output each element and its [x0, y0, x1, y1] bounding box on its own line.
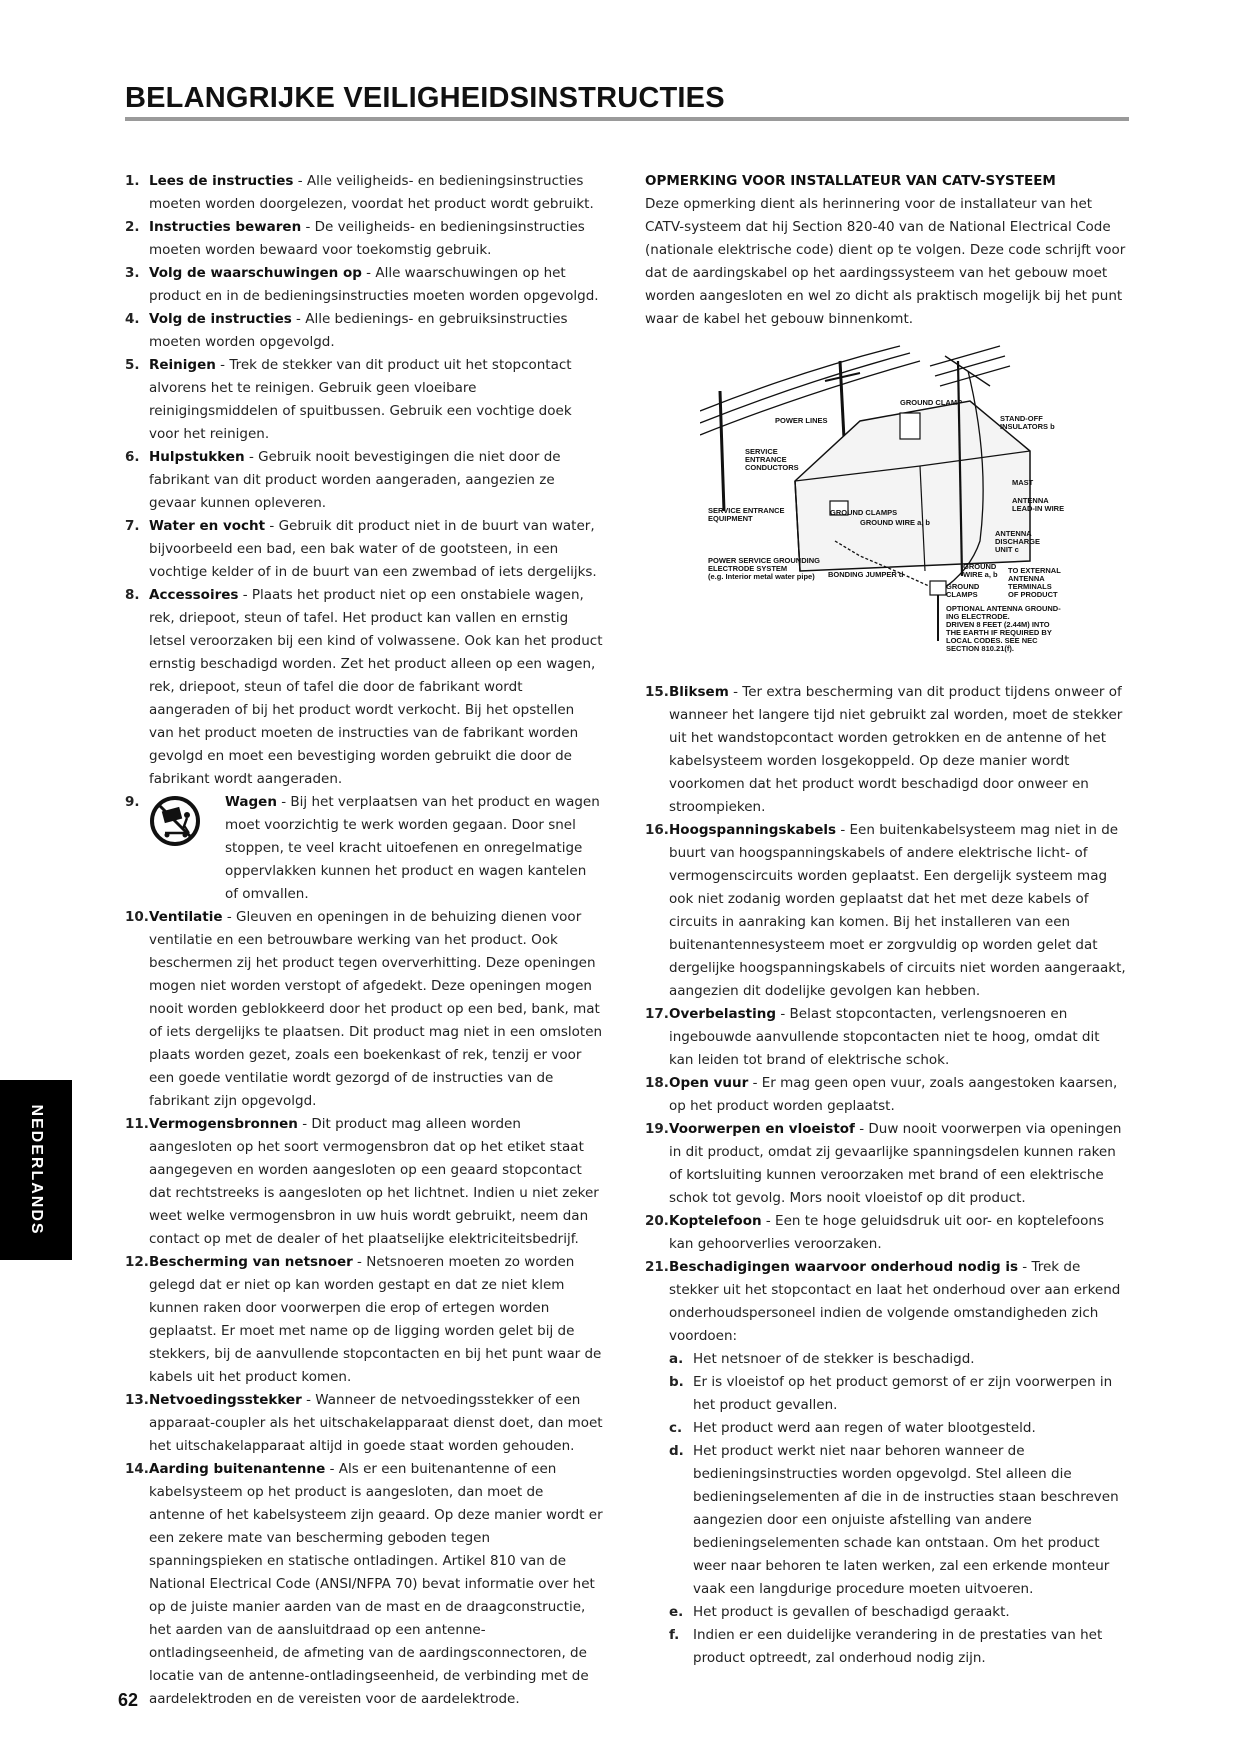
diagram-label: TO EXTERNAL — [1008, 566, 1061, 575]
item-number: 3. — [125, 265, 140, 281]
cart-warning-icon — [149, 791, 225, 855]
item-heading: Beschadigingen waarvoor onderhoud nodig is — [669, 1259, 1019, 1275]
instruction-item — [125, 216, 603, 262]
title-rule — [125, 117, 1129, 121]
sub-item-letter: e. — [669, 1604, 684, 1620]
sub-item-text: Het netsnoer of de stekker is beschadigd. — [693, 1351, 975, 1367]
sub-item-letter: b. — [669, 1374, 684, 1390]
item-heading: Water en vocht — [149, 518, 266, 534]
item-text — [149, 354, 603, 446]
antenna-grounding-diagram — [700, 341, 1100, 671]
item-heading: Reinigen — [149, 357, 216, 373]
diagram-label: UNIT c — [995, 545, 1019, 554]
diagram-label: MAST — [1012, 478, 1034, 487]
diagram-label: GROUND CLAMP — [900, 398, 963, 407]
page-number: 62 — [118, 1690, 139, 1710]
diagram-label: ANTENNA — [1008, 574, 1045, 583]
item-number: 2. — [125, 219, 140, 235]
item-body: - Plaats het product niet op een onstabiele wagen, rek, driepoot, steun of tafel. Het product kan vallen en ernstig letsel veroorzaken bij een kind of volwassene. Ook kan het product ernstig beschadigd worden. Zet het product alleen op een wagen, rek, driepoot, steun of tafel die door de fabrikant wordt aangeraden of bij het product wordt verkocht. Bij het opstellen van het product moeten de instructies van de fabrikant worden gevolgd en moet een bevestiging worden gebruikt die door de fabrikant wordt aangeraden. — [149, 587, 603, 787]
diagram-label: ANTENNA — [1012, 496, 1049, 505]
item-heading: Koptelefoon — [669, 1213, 762, 1229]
item-heading: Volg de waarschuwingen op — [149, 265, 362, 281]
item-text — [669, 1003, 1127, 1072]
sub-item-letter: d. — [669, 1443, 684, 1459]
diagram-label: OF PRODUCT — [1008, 590, 1058, 599]
diagram-label: STAND-OFF — [1000, 414, 1043, 423]
item-heading: Hulpstukken — [149, 449, 245, 465]
instruction-item — [125, 906, 603, 1113]
diagram-label: LEAD-IN WIRE — [1012, 504, 1065, 513]
item-body: - Gebruik nooit bevestigingen die niet door de fabrikant van dit product worden aangeraden, aangezien ze gevaar kunnen opleveren. — [149, 449, 561, 511]
item-body: - Netsnoeren moeten zo worden gelegd dat er niet op kan worden gestapt en dat ze niet klem kunnen raken door voorwerpen die erop of ertegen worden geplaatst. Er moet met name op de ligging worden gelet bij de stekkers, bij de aanvullende stopcontacten en bij het punt waar de kabels uit het product komen. — [149, 1254, 602, 1385]
item-heading: Hoogspanningskabels — [669, 822, 837, 838]
item-text — [149, 446, 603, 515]
instruction-item — [645, 1256, 1127, 1348]
item-text — [149, 170, 603, 216]
item-text — [149, 1389, 603, 1458]
item-heading: Bliksem — [669, 684, 729, 700]
item-text — [669, 681, 1127, 819]
item-body: - Wanneer de netvoedingsstekker of een apparaat-coupler als het uitschakelapparaat dienst doet, dan moet het uitschakelapparaat altijd in goede staat worden gehouden. — [149, 1392, 603, 1454]
diagram-label: (e.g. Interior metal water pipe) — [708, 572, 815, 581]
item-heading: Lees de instructies — [149, 173, 294, 189]
item-body: - Trek de stekker van dit product uit het stopcontact alvorens het te reinigen. Gebruik geen vloeibare reinigingsmiddelen of spuitbussen. Gebruik een vochtige doek voor het reinigen. — [149, 357, 572, 442]
language-tab — [0, 1080, 72, 1260]
item-text — [225, 791, 603, 906]
item-heading: Bescherming van netsnoer — [149, 1254, 353, 1270]
diagram-label: CONDUCTORS — [745, 463, 799, 472]
item-body: - Gebruik dit product niet in de buurt van water, bijvoorbeeld een bad, een bak water of de gootsteen, in een vochtige kelder of in de buurt van een zwembad of iets dergelijks. — [149, 518, 597, 580]
item-text — [669, 1210, 1127, 1256]
item-number: 17. — [645, 1006, 669, 1022]
sub-item-text: Het product is gevallen of beschadigd geraakt. — [693, 1604, 1010, 1620]
catv-notice-heading: OPMERKING VOOR INSTALLATEUR VAN CATV-SYSTEEM — [645, 173, 1056, 189]
diagram-label: BONDING JUMPER d — [828, 570, 904, 579]
item-text — [149, 584, 603, 791]
instruction-item — [125, 446, 603, 515]
sub-item — [669, 1417, 1127, 1440]
item-body: - Alle waarschuwingen op het product en in de bedieningsinstructies moeten worden opgevolgd. — [149, 265, 599, 304]
svg-text:GROUND CLAMP — [900, 398, 962, 407]
item-number: 21. — [645, 1259, 669, 1275]
item-number: 18. — [645, 1075, 669, 1091]
sub-item-letter: c. — [669, 1420, 683, 1436]
item-body: - Als er een buitenantenne of een kabelsysteem op het product is aangesloten, dan moet de antenne of het kabelsysteem zijn geaard. Op deze manier wordt er een zekere mate van bescherming geboden tegen spanningspieken en statische ontladingen. Artikel 810 van de National Electrical Code (ANSI/NFPA 70) bevat informatie over het op de juiste manier aarden van de mast en de draagconstructie, het aarden van de aansluitdraad op een antenne-ontladingseenheid, de afmeting van de aardingsconnectoren, de locatie van de antenne-ontladingseenheid, de verbinding met de aardelektroden en de vereisten voor de aardelektrode. — [149, 1461, 603, 1707]
item-body: - Alle veiligheids- en bedieningsinstructies moeten worden doorgelezen, voordat het product wordt gebruikt. — [149, 173, 594, 212]
sub-item — [669, 1440, 1127, 1601]
item-body: - Een buitenkabelsysteem mag niet in de buurt van hoogspanningskabels of andere elektrische licht- of vermogenscircuits worden geplaatst. Een dergelijk systeem mag ook niet zodanig worden geplaatst dat het met deze kabels of circuits in aanraking kan komen. Bij het installeren van een buitenantennesysteem moet er zorgvuldig op worden gelet dat dergelijke hoogspanningskabels of circuits niet worden aangeraakt, aangezien dit dodelijke gevolgen kan hebben. — [669, 822, 1126, 999]
item-text — [149, 308, 603, 354]
sub-item-text: Indien er een duidelijke verandering in de prestaties van het product optreedt, zal onderhoud nodig zijn. — [693, 1627, 1103, 1666]
item-text — [149, 216, 603, 262]
item-body: - Dit product mag alleen worden aangesloten op het soort vermogensbron dat op het etiket staat aangegeven en worden aangesloten op een geaard stopcontact dat rechtstreeks is aangesloten op het lichtnet. Indien u niet zeker weet welke vermogensbron in uw huis wordt gebruikt, neem dan contact op met de dealer of het plaatselijke elektriciteitsbedrijf. — [149, 1116, 599, 1247]
sub-item-text: Er is vloeistof op het product gemorst of er zijn voorwerpen in het product gevallen. — [693, 1374, 1113, 1413]
instruction-item — [125, 584, 603, 791]
sub-item-letter: a. — [669, 1351, 684, 1367]
item-number: 5. — [125, 357, 140, 373]
instruction-item — [125, 308, 603, 354]
item-text — [669, 819, 1127, 1003]
sub-item-letter: f. — [669, 1627, 680, 1643]
instruction-item — [645, 1210, 1127, 1256]
diagram-label: GROUND — [963, 562, 997, 571]
item-body: - De veiligheids- en bedieningsinstructies moeten worden bewaard voor toekomstig gebruik. — [149, 219, 585, 258]
instruction-item — [125, 262, 603, 308]
item-body: - Belast stopcontacten, verlengsnoeren en ingebouwde aanvullende stopcontacten niet te hoog, omdat dit kan leiden tot brand of elektrische schok. — [669, 1006, 1100, 1068]
item-number: 8. — [125, 587, 140, 603]
item-text — [669, 1072, 1127, 1118]
instruction-item — [125, 170, 603, 216]
item-number: 11. — [125, 1116, 149, 1132]
item-heading: Netvoedingsstekker — [149, 1392, 302, 1408]
item-body: - Bij het verplaatsen van het product en wagen moet voorzichtig te werk worden gegaan. Door snel stoppen, te veel kracht uitoefenen en onregelmatige oppervlakken kunnen het product en wagen kantelen of omvallen. — [225, 794, 600, 902]
item-heading: Ventilatie — [149, 909, 223, 925]
diagram-label: OPTIONAL ANTENNA GROUND- — [946, 604, 1061, 613]
diagram-label: POWER SERVICE GROUNDING — [708, 556, 820, 565]
diagram-label: DISCHARGE — [995, 537, 1041, 546]
item-heading: Voorwerpen en vloeistof — [669, 1121, 855, 1137]
item-body: - Er mag geen open vuur, zoals aangestoken kaarsen, op het product worden geplaatst. — [669, 1075, 1118, 1114]
item-text — [149, 515, 603, 584]
diagram-label: SERVICE — [745, 447, 778, 456]
instruction-item — [645, 1072, 1127, 1118]
item-heading: Aarding buitenantenne — [149, 1461, 326, 1477]
left-column — [125, 170, 603, 1711]
sub-item — [669, 1348, 1127, 1371]
diagram-label: GROUND CLAMPS — [830, 508, 898, 517]
page-title: BELANGRIJKE VEILIGHEIDSINSTRUCTIES — [125, 82, 725, 114]
instruction-item — [645, 681, 1127, 819]
item-text — [149, 1458, 603, 1711]
instruction-item — [125, 1389, 603, 1458]
language-tab-label: NEDERLANDS — [28, 1104, 45, 1236]
item-number: 19. — [645, 1121, 669, 1137]
diagram-label: SERVICE ENTRANCE — [708, 506, 785, 515]
item-number: 10. — [125, 909, 149, 925]
catv-notice-text: Deze opmerking dient als herinnering voor de installateur van het CATV-systeem dat hij Section 820-40 van de National Electrical Code (nationale elektrische code) dient op te volgen. Deze code schrijft voor dat de aardingskabel op het aardingssysteem van het gebouw moet worden aangesloten en wel zo dicht als praktisch mogelijk bij het punt waar de kabel het gebouw binnenkomt. — [645, 196, 1126, 327]
item-heading: Overbelasting — [669, 1006, 777, 1022]
item-body: - Gleuven en openingen in de behuizing dienen voor ventilatie en een betrouwbare werking van het product. Ook beschermen zij het product tegen oververhitting. Deze openingen mogen niet worden verstopt of afgedekt. Deze openingen mogen nooit worden geblokkeerd door het product op een bed, bank, mat of iets dergelijks te plaatsen. Dit product mag niet in een omsloten plaats worden gezet, zoals een boekenkast of rek, tenzij er voor een goede ventilatie wordt gezorgd of de instructies van de fabrikant zijn opgevolgd. — [149, 909, 603, 1109]
sub-item — [669, 1624, 1127, 1670]
sub-item-text: Het product werd aan regen of water blootgesteld. — [693, 1420, 1036, 1436]
item-number: 9. — [125, 794, 140, 810]
instruction-item — [125, 1113, 603, 1251]
diagram-label: POWER LINES — [775, 416, 828, 425]
instruction-item — [125, 1251, 603, 1389]
item-heading: Instructies bewaren — [149, 219, 302, 235]
item-number: 16. — [645, 822, 669, 838]
item-heading: Vermogensbronnen — [149, 1116, 298, 1132]
item-number: 13. — [125, 1392, 149, 1408]
right-column — [645, 170, 1127, 1670]
item-number: 15. — [645, 684, 669, 700]
item-body: - Een te hoge geluidsdruk uit oor- en koptelefoons kan gehoorverlies veroorzaken. — [669, 1213, 1105, 1252]
item-number: 7. — [125, 518, 140, 534]
item-text — [149, 906, 603, 1113]
item-body: - Duw nooit voorwerpen via openingen in dit product, omdat zij gevaarlijke spanningsdelen kunnen raken of kortsluiting kunnen veroorzaken met brand of een elektrische schok tot gevolg. Mors nooit vloeistof op dit product. — [669, 1121, 1122, 1206]
diagram-label: ANTENNA — [995, 529, 1032, 538]
item-number: 4. — [125, 311, 140, 327]
instruction-item — [645, 819, 1127, 1003]
diagram-label: THE EARTH IF REQUIRED BY — [946, 628, 1052, 637]
item-heading: Volg de instructies — [149, 311, 292, 327]
item-number: 20. — [645, 1213, 669, 1229]
diagram-label: LOCAL CODES. SEE NEC — [946, 636, 1038, 645]
instruction-item-9 — [125, 791, 603, 906]
instruction-item — [645, 1118, 1127, 1210]
instruction-item — [645, 1003, 1127, 1072]
diagram-label: SECTION 810.21(f). — [946, 644, 1014, 653]
diagram-label: DRIVEN 8 FEET (2.44M) INTO — [946, 620, 1050, 629]
diagram-label: CLAMPS — [946, 590, 978, 599]
instruction-item — [125, 515, 603, 584]
sub-item — [669, 1371, 1127, 1417]
item-body: - Ter extra bescherming van dit product tijdens onweer of wanneer het langere tijd niet gebruikt zal worden, moet de stekker uit het wandstopcontact worden getrokken en de antenne of het kabelsysteem worden losgekoppeld. Op deze manier wordt voorkomen dat het product wordt beschadigd door onweer en stroompieken. — [669, 684, 1123, 815]
diagram-label: EQUIPMENT — [708, 514, 753, 523]
item-number: 1. — [125, 173, 140, 189]
instruction-item — [125, 354, 603, 446]
item-text — [149, 1113, 603, 1251]
diagram-label: WIRE a, b — [963, 570, 998, 579]
instruction-item — [125, 1458, 603, 1711]
sub-item — [669, 1601, 1127, 1624]
item-text — [149, 262, 603, 308]
item-heading: Accessoires — [149, 587, 239, 603]
item-number: 12. — [125, 1254, 149, 1270]
item-heading: Open vuur — [669, 1075, 749, 1091]
diagram-label: ENTRANCE — [745, 455, 787, 464]
item-number: 14. — [125, 1461, 149, 1477]
diagram-label: ING ELECTRODE. — [946, 612, 1010, 621]
diagram-label: GROUND — [946, 582, 980, 591]
item-heading: Wagen — [225, 794, 277, 810]
diagram-label: INSULATORS b — [1000, 422, 1055, 431]
diagram-label: ELECTRODE SYSTEM — [708, 564, 788, 573]
item-body: - Alle bedienings- en gebruiksinstructies moeten worden opgevolgd. — [149, 311, 568, 350]
item-text — [149, 1251, 603, 1389]
sub-item-text: Het product werkt niet naar behoren wanneer de bedieningsinstructies worden opgevolgd. Stel alleen die bedieningselementen af die in de instructies staan beschreven aangezien door een onjuiste afstelling van andere bedieningselementen schade kan ontstaan. Om het product weer naar behoren te laten werken, zal een erkende monteur vaak een langdurige procedure moeten uitvoeren. — [693, 1443, 1119, 1597]
item-body: - Trek de stekker uit het stopcontact en laat het onderhoud over aan erkend onderhoudspersoneel indien de volgende omstandigheden zich voordoen: — [669, 1259, 1121, 1344]
diagram-label: TERMINALS — [1008, 582, 1052, 591]
diagram-label: GROUND WIRE a, b — [860, 518, 931, 527]
item-text — [669, 1256, 1127, 1348]
item-text — [669, 1118, 1127, 1210]
item-number: 6. — [125, 449, 140, 465]
